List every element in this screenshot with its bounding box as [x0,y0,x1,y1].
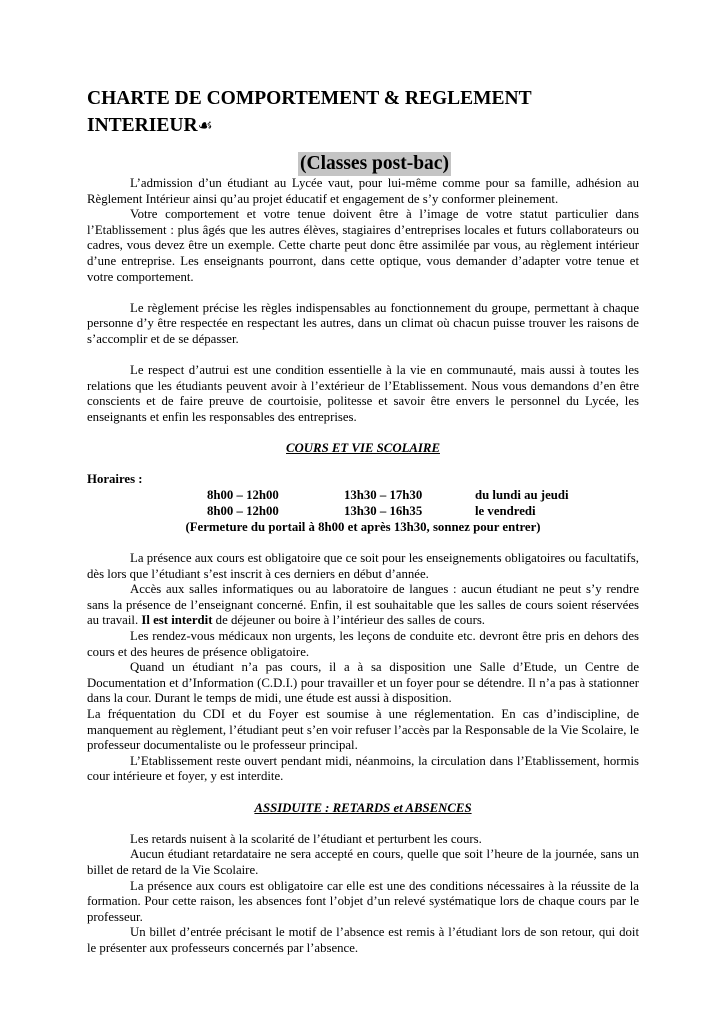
document-body [87,176,639,957]
intro-paragraph: Le règlement précise les règles indispensables au fonctionnement du groupe, permettant à chaque personne d’y être respectée en respectant les autres, dans un climat où chacun puisse trouver les raisons de s’accomplir et de se dépasser. [87,300,639,346]
horaire-jours: du lundi au jeudi [475,487,569,502]
section-paragraph: La présence aux cours est obligatoire car elle est une des conditions nécessaires à la réussite de la formation. Pour cette raison, les absences font l’objet d’un relevé systématique lors de chaque cours par le professeur. [87,878,639,924]
section-heading-assiduite: ASSIDUITE : RETARDS et ABSENCES [254,800,472,815]
interdit-emphasis: Il est interdit [141,613,213,628]
section-paragraph: La fréquentation du CDI et du Foyer est soumise à une réglementation. En cas d’indiscipline, de manquement au règlement, l’étudiant peut s’en voir refuser l’accès par la Responsable de la Vie Scolaire, le professeur documentaliste ou le professeur principal. [87,707,639,753]
horaires-row [87,504,639,520]
section-paragraph: L’Etablissement reste ouvert pendant midi, néanmoins, la circulation dans l’Etablissement, hormis cour intérieure et foyer, y est interdite. [87,753,639,784]
title-text: CHARTE DE COMPORTEMENT & REGLEMENT INTERIEUR [87,88,532,136]
section-paragraph: Accès aux salles informatiques ou au laboratoire de langues : aucun étudiant ne peut s’y rendre sans la présence de l’enseignant concerné. Enfin, il est souhaitable que les salles de cours soient réservées au travail. Il est interdit de déjeuner ou boire à l’intérieur des salles de cours. [87,582,639,628]
section-paragraph: Les retards nuisent à la scolarité de l’étudiant et perturbent les cours. [130,831,482,846]
horaire-apres-midi: 13h30 – 16h35 [344,503,423,518]
section-paragraph: Quand un étudiant n’a pas cours, il a à sa disposition une Salle d’Etude, un Centre de Documentation et d’Information (C.D.I.) pour travailler et un foyer pour se détendre. Il n’a pas à stationner dans la cour. Durant le temps de midi, une étude est aussi à disposition. [87,660,639,706]
horaire-jours: le vendredi [475,503,536,518]
page-title [87,85,639,139]
portail-note: (Fermeture du portail à 8h00 et après 13h30, sonnez pour entrer) [185,519,541,534]
subtitle: (Classes post-bac) [300,153,449,174]
section-paragraph: La présence aux cours est obligatoire que ce soit pour les enseignements obligatoires ou facultatifs, dès lors que l’étudiant s’est inscrit à ces derniers en début d’année. [87,551,639,581]
horaire-matin: 8h00 – 12h00 [207,503,279,518]
horaires-label: Horaires : [87,472,143,487]
horaire-matin: 8h00 – 12h00 [207,487,279,502]
intro-paragraph: L’admission d’un étudiant au Lycée vaut, pour lui-même comme pour sa famille, adhésion au Règlement Intérieur ainsi qu’au projet éducatif et engagement de s’y conformer pleinement. [87,176,639,206]
horaires-row [87,488,639,504]
section-paragraph: Les rendez-vous médicaux non urgents, les leçons de conduite etc. devront être pris en dehors des cours et des heures de présence obligatoire. [87,629,639,659]
section-heading-cours: COURS ET VIE SCOLAIRE [286,441,440,456]
fleuron-icon: ☙ [197,116,213,135]
intro-paragraph: Votre comportement et votre tenue doivent être à l’image de votre statut particulier dans l’Etablissement : plus âgés que les autres élèves, stagiaires d’entreprises locales et futurs collaborateurs ou cadres, vous devez être un exemple. Cette charte peut donc être assimilée par vous, au règlement intérieur d’une entreprise. Les enseignants pourront, dans cette optique, vous demander d’adapter votre tenue et votre comportement. [87,207,639,284]
intro-paragraph: Le respect d’autrui est une condition essentielle à la vie en communauté, mais aussi à toutes les relations que les étudiants peuvent avoir à l’extérieur de l’Etablissement. Nous vous demandons d’en être conscients et de faire preuve de courtoisie, politesse et savoir être envers le personnel du Lycée, les enseignants et enfin les responsables des entreprises. [87,363,639,424]
horaire-apres-midi: 13h30 – 17h30 [344,487,423,502]
section-paragraph: Aucun étudiant retardataire ne sera accepté en cours, quelle que soit l’heure de la journée, sans un billet de retard de la Vie Scolaire. [87,847,639,877]
section-paragraph: Un billet d’entrée précisant le motif de l’absence est remis à l’étudiant lors de son retour, qui doit le présenter aux professeurs concernés par l’absence. [87,925,639,955]
